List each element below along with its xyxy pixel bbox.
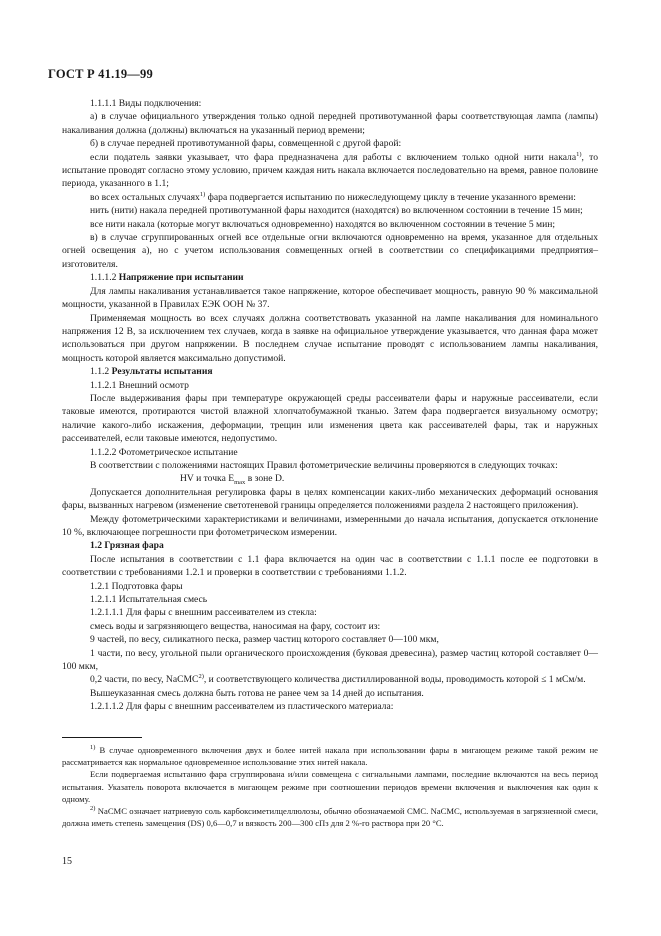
paragraph: Вышеуказанная смесь должна быть готова не ранее чем за 14 дней до испытания. bbox=[90, 687, 424, 699]
section-title: Напряжение при испытании bbox=[118, 272, 244, 284]
text-span: во всех остальных случаях bbox=[90, 191, 200, 203]
text-span: HV и точка E bbox=[180, 473, 235, 485]
page-header-title: ГОСТ Р 41.19—99 bbox=[48, 67, 153, 81]
paragraph: а) в случае официального утверждения только одной передней противотуманной фары соответствующая лампа (лампы) накаливания должна (должны) включаться на указанный период времени; bbox=[62, 111, 598, 136]
paragraph bbox=[62, 673, 598, 686]
footnote-text: В случае одновременного включения двух и более нитей накала при использовании фары в мигающем режиме такой режим не рассматривается как нормальное одновременное использование этих нитей накала. bbox=[62, 745, 598, 768]
section-number: 1.1.1.2 bbox=[90, 272, 119, 284]
text-span: фара подвергается испытанию по нижеследующему циклу в течение указанного времени: bbox=[205, 191, 576, 203]
footnote-mark: 1) bbox=[90, 744, 96, 752]
paragraph: После выдерживания фары при температуре окружающей среды рассеиватели фары и наружные рассеиватели, если таковые имеются, протираются чистой влажной хлопчатобумажной тканью. Затем фара подвергается визуальному осмотру; наличие какого-либо искажения, деформации, трещин или изменения цвета как рассеивателей фары, так и наружных рассеивателей, если таковые имеются, недопустимо. bbox=[62, 392, 598, 445]
paragraph: все нити накала (которые могут включаться одновременно) находятся во включенном состоянии в течение 5 мин; bbox=[90, 218, 556, 230]
footnote-ref: 1) bbox=[199, 190, 206, 198]
paragraph bbox=[62, 151, 598, 191]
paragraph: нить (нити) накала передней противотуманной фары находится (находятся) во включенном состоянии в течение 15 мин; bbox=[90, 205, 583, 217]
section-title: Результаты испытания bbox=[111, 366, 213, 378]
paragraph: смесь воды и загрязняющего вещества, наносимая на фару, состоит из: bbox=[90, 620, 381, 632]
footnote: Если подвергаемая испытанию фара сгруппирована и/или совмещена с сигнальными лампами, последние включаются на весь период испытания. Указатель поворота включается в мигающем режиме при соотношении периодов времени включения и выключения как один к одному. bbox=[62, 769, 598, 804]
footnote-ref: 2) bbox=[198, 673, 204, 681]
text-span: в зоне D. bbox=[245, 473, 285, 485]
section-heading bbox=[62, 365, 598, 378]
paragraph: 1.2.1 Подготовка фары bbox=[90, 580, 183, 592]
paragraph: Допускается дополнительная регулировка фары в целях компенсации каких-либо механических деформаций основания фары, вызванных нагревом (изменение светотеневой границы определяется положениями раздела 2 настоящего приложения). bbox=[62, 486, 598, 512]
body-text bbox=[62, 97, 598, 714]
footnote bbox=[62, 744, 598, 768]
paragraph: Между фотометрическими характеристиками и величинами, измеренными до начала испытания, допускается отклонение 10 %, включающее погрешности при фотометрическом измерении. bbox=[62, 513, 598, 538]
paragraph: 1.1.2.2 Фотометрическое испытание bbox=[90, 446, 238, 458]
paragraph: 1.1.2.1 Внешний осмотр bbox=[90, 379, 189, 391]
paragraph: в) в случае сгруппированных огней все отдельные огни включаются одновременно на время, указанное для отдельных огней освещения а), но с учетом использования совмещенных огней в соответствии со спецификациями предприятия–изготовителя. bbox=[62, 232, 598, 270]
text-span: , и соответствующего количества дистиллированной воды, проводимость которой ≤ 1 мСм/м. bbox=[203, 674, 586, 686]
section-number: 1.1.2 bbox=[90, 366, 112, 378]
paragraph: 1.2.1.1.1 Для фары с внешним рассеивателем из стекла: bbox=[90, 607, 317, 619]
paragraph: Для лампы накаливания устанавливается такое напряжение, которое обеспечивает мощность, равную 90 % максимальной мощности, указанной в Правилах ЕЭК ООН № 37. bbox=[62, 285, 598, 311]
subscript: max bbox=[234, 479, 246, 487]
paragraph: 1.2.1.1 Испытательная смесь bbox=[90, 594, 208, 606]
paragraph: 1 части, по весу, угольной пыли органического происхождения (буковая древесина), размер частиц которой составляет 0—100 мкм, bbox=[62, 647, 598, 673]
footnotes bbox=[62, 744, 598, 829]
footnote bbox=[62, 805, 598, 829]
paragraph: 9 частей, по весу, силикатного песка, размер частиц которого составляет 0—100 мкм, bbox=[90, 634, 439, 646]
text-span: , то испытание проводят согласно этому условию, причем каждая нить накала включается последовательно на время, равное половине периода, указанного в 1.1; bbox=[62, 151, 598, 190]
paragraph bbox=[62, 472, 598, 485]
paragraph: 1.2.1.1.2 Для фары с внешним рассеивателем из пластического материала: bbox=[90, 701, 394, 713]
footnote-text: NaCMC означает натриевую соль карбоксиметилцеллюлозы, обычно обозначаемой CMC. NaCMC, используемая в загрязненной смеси, должна иметь степень замещения (DS) 0,6—0,7 и вязкость 200—300 сПз для 2 %-го раствора при 20 °С. bbox=[62, 806, 598, 829]
paragraph: После испытания в соответствии с 1.1 фара включается на один час в соответствии с 1.1.1 после ее подготовки в соответствии с требованиями 1.2.1 и проверки в соответствии с требованиями 1.1.2. bbox=[62, 553, 598, 579]
section-heading: 1.2 Грязная фара bbox=[90, 540, 164, 552]
text-span: если податель заявки указывает, что фара предназначена для работы с включением только одной нити накала bbox=[90, 151, 577, 163]
footnote-ref: 1) bbox=[576, 150, 582, 158]
page-number: 15 bbox=[62, 856, 72, 867]
paragraph: В соответствии с положениями настоящих Правил фотометрические величины проверяются в следующих точках: bbox=[90, 459, 558, 471]
section-heading bbox=[62, 271, 598, 284]
paragraph bbox=[62, 191, 598, 204]
paragraph: Применяемая мощность во всех случаях должна соответствовать указанной на лампе накаливания для номинального напряжения 12 В, за исключением тех случаев, когда в заявке на официальное утверждение указывается, что данная фара может использоваться при другом напряжении. В последнем случае испытание проводят с использованием лампы накаливания, мощность которой является максимально допустимой. bbox=[62, 312, 598, 364]
paragraph: б) в случае передней противотуманной фары, совмещенной с другой фарой: bbox=[90, 138, 402, 150]
paragraph: 1.1.1.1 Виды подключения: bbox=[90, 98, 202, 109]
text-span: 0,2 части, по весу, NaCMC bbox=[90, 674, 199, 686]
footnote-mark: 2) bbox=[90, 805, 96, 813]
footnote-divider bbox=[62, 737, 142, 738]
